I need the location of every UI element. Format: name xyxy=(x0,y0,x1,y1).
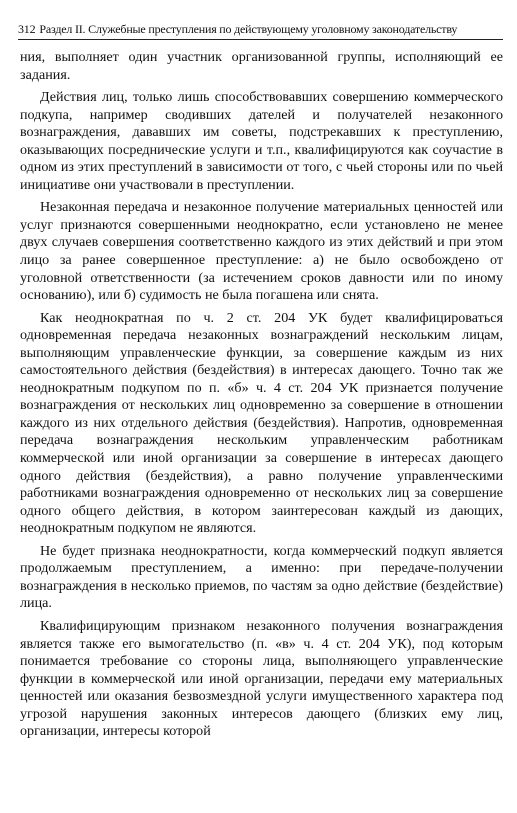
body-text xyxy=(20,49,503,741)
paragraph: Не будет признака неоднократности, когда коммерческий подкуп является продолжаемым преступлением, а именно: при передаче-получении вознаграждения в несколько приемов, по частям за одно действие (бездействие) лица. xyxy=(20,542,503,612)
paragraph: Квалифицирующим признаком незаконного получения вознаграждения является также его вымогательство (п. «в» ч. 4 ст. 204 УК), под которым понимается требование со стороны лица, выполняющего управленческие функции в коммерческой или иной организации, передачи ему материальных ценностей или оказания безвозмездной услуги имущественного характера под угрозой нарушения законных интересов дающего (близких ему лиц, организации, интересы которой xyxy=(20,617,503,740)
page-number: 312 xyxy=(18,22,36,36)
paragraph-continuation: ния, выполняет один участник организованной группы, исполняющий ее задания. xyxy=(20,49,503,83)
paragraph: Действия лиц, только лишь способствовавших совершению коммерческого подкупа, например сводивших дателей и получателей незаконного вознаграждения, дававших им советы, подстрекавших к преступлению, оказывающих посреднические услуги и т.п., квалифицируются как соучастие в одном из этих преступлений в зависимости от того, с чьей стороны или по чьей инициативе они участвовали в преступлении. xyxy=(20,89,503,193)
running-title: Раздел II. Служебные преступления по действующему уголовному законодательству xyxy=(39,22,458,36)
paragraph: Как неоднократная по ч. 2 ст. 204 УК будет квалифицироваться одновременная передача незаконных вознаграждений нескольким лицам, выполняющим управленческие функции, за совершение каждым из них самостоятельного действия (бездействия) в интересах дающего. Точно так же неоднократным подкупом по п. «б» ч. 4 ст. 204 УК признается получение вознаграждения от нескольких лиц одновременно за совершение в отношении каждого из них отдельного действия (бездействия). Напротив, одновременная передача вознаграждения нескольким управленческим работникам коммерческой или иной организации за совершение в интересах дающего одного действия (бездействия), а равно получение управленческими работниками вознаграждения одновременно от нескольких лиц за совершение одного общего действия, в котором заинтересован каждый из дающих, неоднократным подкупом не являются. xyxy=(20,309,503,537)
paragraph: Незаконная передача и незаконное получение материальных ценностей или услуг признаются совершенными неоднократно, если установлено не менее двух случаев совершения соответственно каждого из этих действий и при этом лицо за ранее совершенное преступление: а) не было освобождено от уголовной ответственности (за истечением сроков давности или по иному основанию), или б) судимость не была погашена или снята. xyxy=(20,199,503,304)
running-header xyxy=(18,22,503,40)
